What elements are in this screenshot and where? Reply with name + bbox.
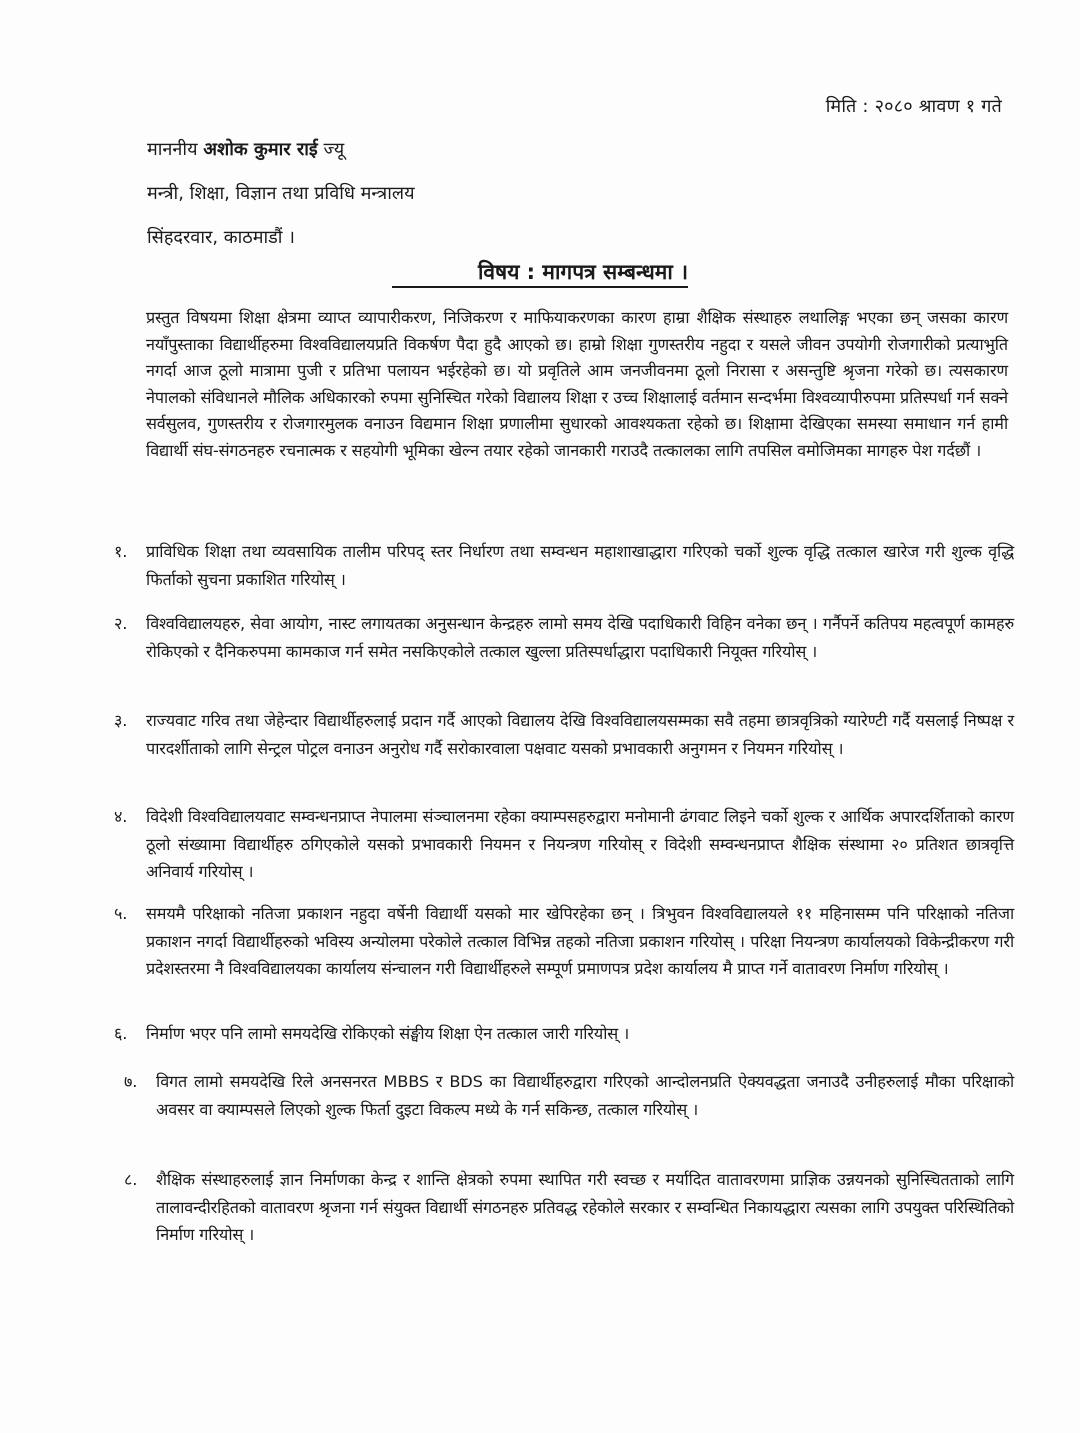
recipient-honorific: ज्यू (323, 139, 345, 160)
demand-number: ५. (114, 904, 128, 923)
recipient-name-line (147, 138, 847, 182)
demand-text: विदेशी विश्वविद्यालयवाट सम्वन्धनप्राप्त नेपालमा संञ्चालनमा रहेका क्याम्पसहरुद्वारा मनोमानी ढंगवाट लिइने चर्को शुल्क र आर्थिक अपारदर्शिताको कारण ठूलो संख्यामा विद्यार्थीहरु ठगिएकोले यसको प्रभावकारी नियमन र नियन्त्रण गरियोस् र विदेशी सम्वन्धनप्राप्त शैक्षिक संस्थामा २० प्रतिशत छात्रवृत्ति अनिवार्य गरियोस् । (146, 807, 1014, 881)
demand-number: १. (114, 542, 128, 561)
demand-number: ४. (114, 807, 128, 826)
demand-text: समयमै परिक्षाको नतिजा प्रकाशन नहुदा वर्षेनी विद्यार्थी यसको मार खेपिरहेका छन् । त्रिभुवन विश्वविद्यालयले ११ महिनासम्म पनि परिक्षाको नतिजा प्रकाशन नगर्दा विद्यार्थीहरुको भविस्य अन्योलमा परेकोले तत्काल विभिन्न तहको नतिजा प्रकाशन गरियोस् । परिक्षा नियन्त्रण कार्यालयको विकेन्द्रीकरण गरी प्रदेशस्तरमा नै विश्वविद्यालयका कार्यालय संन्चालन गरी विद्यार्थीहरुले सम्पूर्ण प्रमाणपत्र प्रदेश कार्यालय मै प्राप्त गर्ने वातावरण निर्माण गरियोस् । (146, 904, 1014, 978)
letter-date: मिति : २०८० श्रावण १ गते (825, 96, 1002, 117)
demand-number: २. (114, 614, 128, 633)
recipient-address: सिंहदरवार, काठमाडौं । (147, 227, 295, 248)
demand-number: ८. (124, 1170, 138, 1189)
demand-text: निर्माण भएर पनि लामो समयदेखि रोकिएको संङ्घीय शिक्षा ऐन तत्काल जारी गरियोस् । (146, 1024, 630, 1043)
demand-text: विश्वविद्यालयहरु, सेवा आयोग, नास्ट लगायतका अनुसन्धान केन्द्रहरु लामो समय देखि पदाधिकारी विहिन वनेका छन् । गर्नैपर्ने कतिपय महत्वपूर्ण कामहरु रोकिएको र दैनिकरुपमा कामकाज गर्न समेत नसकिएकोले तत्काल खुल्ला प्रतिस्पर्धाद्धारा पदाधिकारी नियूक्त गरियोस् । (146, 614, 1014, 661)
demand-text: राज्यवाट गरिव तथा जेहेन्दार विद्यार्थीहरुलाई प्रदान गर्दै आएको विद्यालय देखि विश्वविद्यालयसम्मका सवै तहमा छात्रवृत्रिको ग्यारेण्टी गर्दै यसलाई निष्पक्ष र पारदर्शीताको लागि सेन्ट्रल पोट्रल वनाउन अनुरोध गर्दै सरोकारवाला पक्षवाट यसको प्रभावकारी अनुगमन र नियमन गरियोस् । (146, 711, 1014, 758)
recipient-block (147, 138, 847, 270)
demand-number: ६. (114, 1024, 128, 1043)
demand-text: प्राविधिक शिक्षा तथा व्यवसायिक तालीम परिपद् स्तर निर्धारण तथा सम्वन्धन महाशाखाद्धारा गरिएको चर्को शुल्क वृद्धि तत्काल खारेज गरी शुल्क वृद्धि फिर्ताको सुचना प्रकाशित गरियोस् । (146, 542, 1014, 589)
recipient-name: अशोक कुमार राई (203, 139, 318, 160)
demand-text: शैक्षिक संस्थाहरुलाई ज्ञान निर्माणका केन्द्र र शान्ति क्षेत्रको रुपमा स्थापित गरी स्वच्छ र मर्यादित वातावरणमा प्राज्ञिक उन्नयनको सुनिस्चितताको लागि तालावन्दीरहितको वातावरण श्रृजना गर्न संयुक्त विद्यार्थी संगठनहरु प्रतिवद्ध रहेकोले सरकार र सम्वन्धित निकायद्धारा त्यसका लागि उपयुक्त परिस्थितिको निर्माण गरियोस् । (156, 1170, 1014, 1244)
intro-paragraph: प्रस्तुत विषयमा शिक्षा क्षेत्रमा व्याप्त व्यापारीकरण, निजिकरण र माफियाकरणका कारण हाम्रा शैक्षिक संस्थाहरु लथालिङ्ग भएका छन् जसका कारण नयाँपुस्ताका विद्यार्थीहरुमा विश्वविद्यालयप्रति विकर्षण पैदा हुदै आएको छ। हाम्रो शिक्षा गुणस्तरीय नहुदा र यसले जीवन उपयोगी रोजगारीको प्रत्याभुति नगर्दा आज ठूलो मात्रामा पुजी र प्रतिभा पलायन भईरहेको छ। यो प्रवृतिले आम जनजीवनमा ठूलो निरासा र असन्तुष्टि श्रृजना गरेको छ। त्यसकारण नेपालको संविधानले मौलिक अधिकारको रुपमा सुनिस्चित गरेको विद्यालय शिक्षा र उच्च शिक्षालाई वर्तमान सन्दर्भमा विश्वव्यापीरुपमा प्रतिस्पर्धा गर्न सक्ने सर्वसुलव, गुणस्तरीय र रोजगारमुलक वनाउन विद्यमान शिक्षा प्रणालीमा सुधारको आवश्यकता रहेको छ। शिक्षामा देखिएका समस्या समाधान गर्न हामी विद्यार्थी संघ-संगठनहरु रचनात्मक र सहयोगी भूमिका खेल्न तयार रहेको जानकारी गराउदै तत्कालका लागि तपसिल वमोजिमका मागहरु पेश गर्दछौं । (146, 308, 1008, 460)
recipient-designation: मन्त्री, शिक्षा, विज्ञान तथा प्रविधि मन्त्रालय (147, 183, 415, 204)
subject-text: विषय : मागपत्र सम्बन्धमा । (392, 260, 688, 288)
demand-number: ७. (124, 1072, 138, 1091)
recipient-salutation: माननीय (147, 139, 198, 160)
demand-number: ३. (114, 711, 128, 730)
demand-text: विगत लामो समयदेखि रिले अनसनरत MBBS र BDS का विद्यार्थीहरुद्वारा गरिएको आन्दोलनप्रति ऐक्यवद्धता जनाउदै उनीहरुलाई मौका परिक्षाको अवसर वा क्याम्पसले लिएको शुल्क फिर्ता दुइटा विकल्प मध्ये के गर्न सकिन्छ, तत्काल गरियोस् । (156, 1072, 1014, 1119)
letter-subject (0, 258, 1080, 286)
